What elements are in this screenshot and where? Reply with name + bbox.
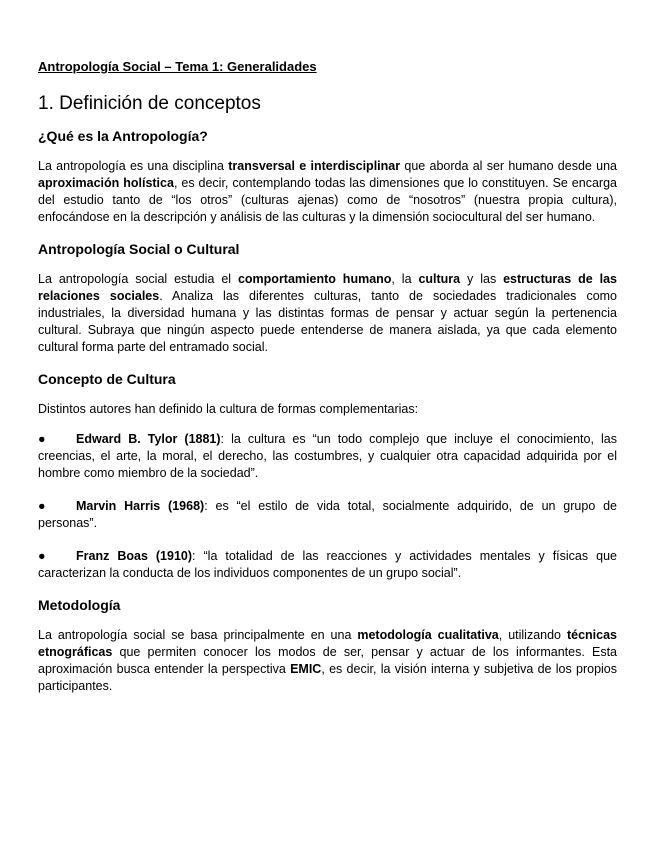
authors-list (38, 431, 617, 582)
text-run: La antropología social estudia el (38, 272, 238, 286)
text-run: La antropología es una disciplina (38, 159, 229, 173)
social-heading: Antropología Social o Cultural (38, 241, 240, 257)
bold-term: aproximación holística (38, 176, 174, 190)
metodologia-paragraph (38, 627, 617, 695)
text-run: , es decir, la visión interna y subjetiva de los propios participantes. (38, 662, 618, 693)
bold-term: transversal e interdisciplinar (228, 159, 401, 173)
bullet-icon: ● (38, 432, 46, 446)
bullet-icon: ● (38, 549, 46, 563)
author-definition: : la cultura es “un todo complejo que incluye el conocimiento, las creencias, el arte, la moral, el derecho, las costumbres, y cualquier otra capacidad adquirida por el hombre como miembro de la sociedad”. (38, 432, 617, 480)
que-es-paragraph (38, 158, 617, 226)
bullet-icon: ● (38, 499, 46, 513)
bold-term: comportamiento humano (237, 272, 392, 286)
text-run: , utilizando (498, 628, 567, 642)
text-run: . Analiza las diferentes culturas, tanto de sociedades tradicionales como industriales, la diversidad humana y las distintas formas de pensar y actuar según la pertenencia cultural. Subraya que ningún aspecto puede entenderse de manera aislada, ya que cada elemento cultural forma parte del entramado social. (38, 289, 618, 354)
cultura-intro: Distintos autores han definido la cultura de formas complementarias: (38, 402, 419, 416)
author-definition: : es “el estilo de vida total, socialmente adquirido, de un grupo de personas”. (38, 499, 617, 530)
text-run: y las (460, 272, 504, 286)
author-name: Edward B. Tylor (1881) (76, 432, 221, 446)
text-run: , es decir, contemplando todas las dimensiones que lo constituyen. Se encarga del estudio tanto de “los otros” (culturas ajenas) como de “nosotros” (nuestra propia cultura), enfocándose en la descripción y análisis de las culturas y la dimensión sociocultural del ser humano. (38, 176, 617, 224)
list-item (38, 431, 617, 482)
text-run: que aborda al ser humano desde una (400, 159, 617, 173)
bold-term: metodología cualitativa (357, 628, 499, 642)
bold-term: técnicas etnográficas (38, 628, 617, 659)
author-name: Franz Boas (1910) (76, 549, 193, 563)
bold-term: estructuras de las relaciones sociales (38, 272, 617, 303)
text-run: La antropología social se basa principalmente en una (38, 628, 358, 642)
list-item (38, 498, 617, 532)
social-paragraph (38, 271, 617, 356)
bold-term: cultura (418, 272, 461, 286)
author-name: Marvin Harris (1968) (76, 499, 205, 513)
bold-term: EMIC (290, 662, 322, 676)
cultura-heading: Concepto de Cultura (38, 371, 176, 387)
text-run: que permiten conocer los modos de ser, pensar y actuar de los informantes. Esta aproximación busca entender la perspectiva (38, 645, 617, 676)
document-page (38, 58, 617, 695)
document-title: Antropología Social – Tema 1: Generalidades (38, 59, 317, 74)
author-definition: : “la totalidad de las reacciones y actividades mentales y físicas que caracterizan la conducta de los individuos componentes de un grupo social”. (38, 549, 617, 580)
metodologia-heading: Metodología (38, 597, 121, 613)
text-run: , la (391, 272, 419, 286)
list-item (38, 548, 617, 582)
section-heading: 1. Definición de conceptos (38, 93, 261, 114)
que-es-heading: ¿Qué es la Antropología? (38, 128, 208, 144)
